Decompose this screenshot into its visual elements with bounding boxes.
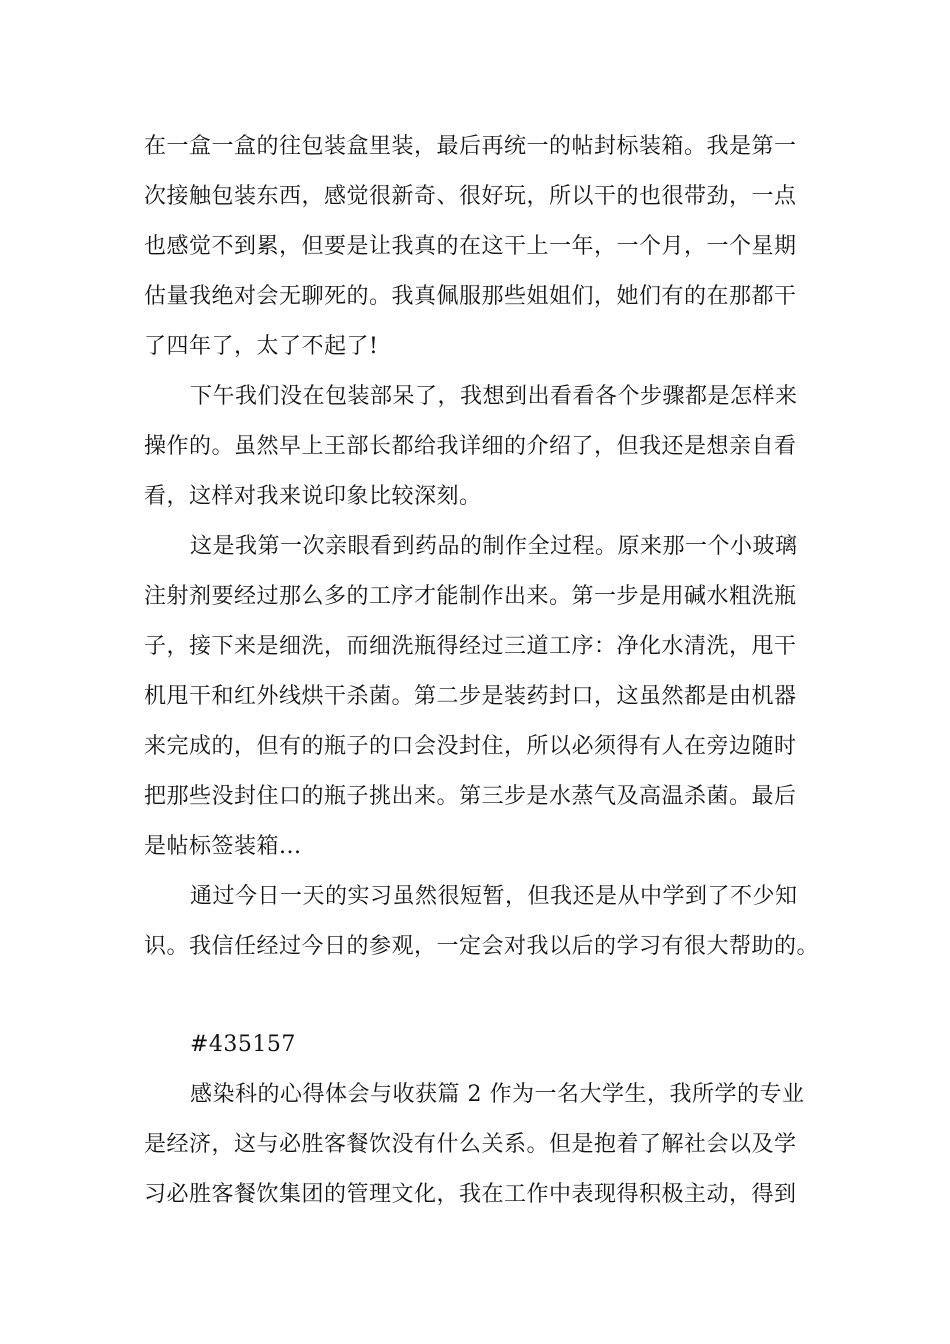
text-line: 来完成的，但有的瓶子的口会没封住，所以必须得有人在旁边随时 — [144, 734, 797, 759]
paragraph-start-line: 这是我第一次亲眼看到药品的制作全过程。原来那一个小玻璃 — [190, 534, 798, 559]
text-line: 是经济，这与必胜客餐饮没有什么关系。但是抱着了解社会以及学 — [144, 1132, 797, 1157]
text-line: 估量我绝对会无聊死的。我真佩服那些姐姐们，她们有的在那都干 — [144, 284, 797, 309]
text-line: 也感觉不到累，但要是让我真的在这干上一年，一个月，一个星期 — [144, 234, 797, 259]
text-line: 是帖标签装箱... — [144, 834, 302, 859]
paragraph-start-line: 通过今日一天的实习虽然很短暂，但我还是从中学到了不少知 — [190, 884, 798, 909]
text-line: 看，这样对我来说印象比较深刻。 — [144, 484, 482, 509]
text-line: 了四年了，太了不起了! — [144, 334, 379, 359]
text-line: 把那些没封住口的瓶子挑出来。第三步是水蒸气及高温杀菌。最后 — [144, 784, 797, 809]
text-line: 习必胜客餐饮集团的管理文化，我在工作中表现得积极主动，得到 — [144, 1182, 797, 1207]
document-id-label: #435157 — [190, 1032, 296, 1057]
text-line: 注射剂要经过那么多的工序才能制作出来。第一步是用碱水粗洗瓶 — [144, 584, 797, 609]
paragraph-start-line: 感染科的心得体会与收获篇 2 作为一名大学生，我所学的专业 — [190, 1082, 805, 1107]
paragraph-start-line: 下午我们没在包装部呆了，我想到出看看各个步骤都是怎样来 — [190, 384, 798, 409]
text-line: 次接触包装东西，感觉很新奇、很好玩，所以干的也很带劲，一点 — [144, 184, 797, 209]
text-line: 在一盒一盒的往包装盒里装，最后再统一的帖封标装箱。我是第一 — [144, 134, 797, 159]
text-line: 识。我信任经过今日的参观，一定会对我以后的学习有很大帮助的。 — [144, 934, 820, 959]
text-line: 子，接下来是细洗，而细洗瓶得经过三道工序：净化水清洗，甩干 — [144, 634, 797, 659]
text-line: 操作的。虽然早上王部长都给我详细的介绍了，但我还是想亲自看 — [144, 434, 797, 459]
text-line: 机甩干和红外线烘干杀菌。第二步是装药封口，这虽然都是由机器 — [144, 684, 797, 709]
